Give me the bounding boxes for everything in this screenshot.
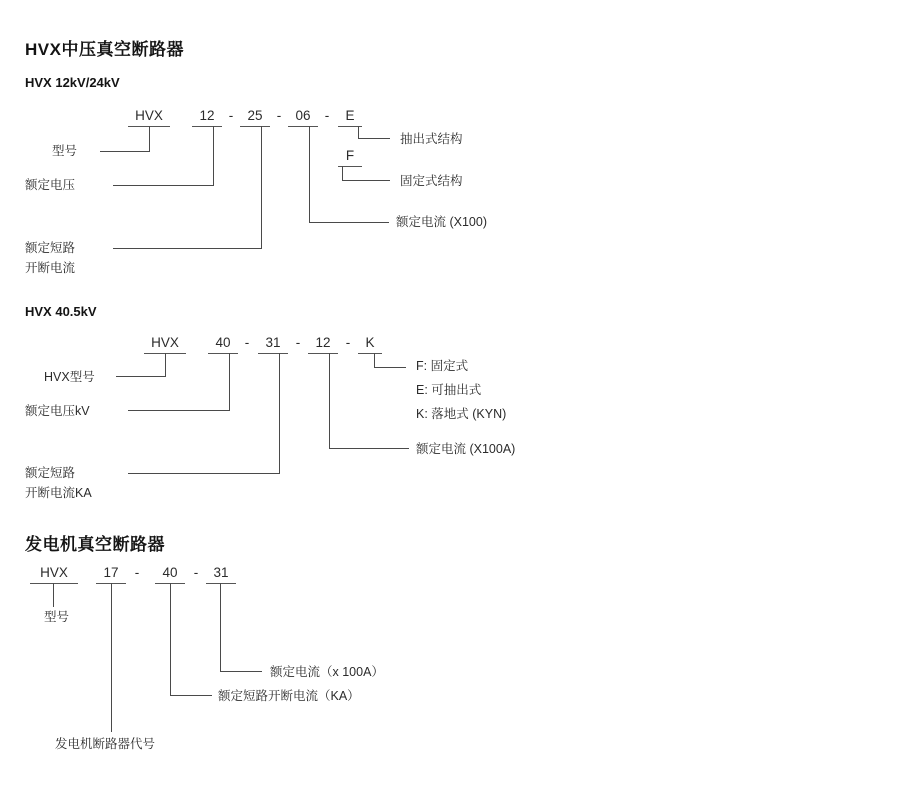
code-part-voltage: 12 (199, 108, 215, 123)
code-part-hvx: HVX (135, 108, 163, 123)
leader2-v-voltage (229, 353, 230, 410)
section-title-generator-vcb: 发电机真空断路器 (25, 535, 165, 554)
code2-part-rated-current: 12 (315, 335, 331, 350)
underline2-current (308, 353, 338, 354)
label-withdrawable-structure: 抽出式结构 (400, 132, 463, 146)
label2-structure-k: K: 落地式 (KYN) (416, 407, 507, 421)
leader3-h-rated-current (220, 671, 262, 672)
leader2-v-breaking (279, 353, 280, 473)
leader-v-model (149, 126, 150, 151)
underline-voltage (192, 126, 222, 127)
code3-separator-2: - (193, 565, 199, 580)
code2-separator-3: - (345, 335, 351, 350)
code-part-rated-current: 06 (295, 108, 311, 123)
leader2-h-rated-current (329, 448, 409, 449)
leader-v-fixed (342, 166, 343, 180)
leader2-v-rated-current (329, 353, 330, 448)
code2-separator-1: - (244, 335, 250, 350)
label-fixed-structure: 固定式结构 (400, 174, 463, 188)
label2-breaking-current-line2: 开断电流KA (25, 486, 92, 500)
leader2-h-model (116, 376, 166, 377)
label3-breaking-current: 额定短路开断电流（KA） (218, 689, 360, 703)
label2-rated-voltage: 额定电压kV (25, 404, 90, 418)
underline2-breaking (258, 353, 288, 354)
label2-breaking-current-line1: 额定短路 (25, 466, 76, 480)
code-part-breaking-current: 25 (247, 108, 263, 123)
leader3-v-generator-code (111, 583, 112, 732)
code-part-structure-e: E (345, 108, 355, 123)
label-breaking-current-line1: 额定短路 (25, 241, 76, 255)
label2-structure-f: F: 固定式 (416, 359, 469, 373)
code2-part-voltage: 40 (215, 335, 231, 350)
code3-part-breaking-current: 40 (162, 565, 178, 580)
leader3-v-rated-current (220, 583, 221, 671)
leader2-h-breaking (128, 473, 280, 474)
underline2-voltage (208, 353, 238, 354)
underline3-hvx (30, 583, 78, 584)
label3-generator-code: 发电机断路器代号 (55, 737, 156, 751)
label-rated-current: 额定电流 (X100) (396, 215, 487, 229)
underline-breaking (240, 126, 270, 127)
code2-part-structure-k: K (365, 335, 375, 350)
leader3-v-breaking (170, 583, 171, 695)
label2-hvx-model: HVX型号 (44, 370, 95, 384)
underline3-current (206, 583, 236, 584)
section-subtitle-hvx-12kv-24kv: HVX 12kV/24kV (25, 75, 120, 90)
code2-part-hvx: HVX (151, 335, 179, 350)
label2-rated-current: 额定电流 (X100A) (416, 442, 516, 456)
leader-v-breaking (261, 126, 262, 248)
code2-separator-2: - (295, 335, 301, 350)
code3-part-rated-current: 31 (213, 565, 229, 580)
leader-v-rated-current (309, 126, 310, 222)
label-rated-voltage: 额定电压 (25, 178, 76, 192)
underline2-structure (358, 353, 382, 354)
leader-h-rated-current (309, 222, 389, 223)
label-model: 型号 (52, 144, 78, 158)
leader-h-voltage (113, 185, 214, 186)
label-breaking-current-line2: 开断电流 (25, 261, 76, 275)
code3-part-hvx: HVX (40, 565, 68, 580)
code3-part-generator-code: 17 (103, 565, 119, 580)
section-title-hvx-mv: HVX中压真空断路器 (25, 40, 184, 59)
leader2-h-structure (374, 367, 406, 368)
leader2-h-voltage (128, 410, 230, 411)
code2-part-breaking-current: 31 (265, 335, 281, 350)
label3-model: 型号 (44, 610, 70, 624)
code-separator-1: - (228, 108, 234, 123)
underline-current (288, 126, 318, 127)
leader2-v-structure (374, 353, 375, 367)
code3-separator-1: - (134, 565, 140, 580)
section-subtitle-hvx-405kv: HVX 40.5kV (25, 304, 97, 319)
leader-v-withdrawable (358, 126, 359, 138)
leader-h-breaking (113, 248, 262, 249)
label3-rated-current: 额定电流（x 100A） (270, 665, 384, 679)
leader-h-fixed (342, 180, 390, 181)
leader3-h-breaking (170, 695, 212, 696)
leader3-v-model (53, 583, 54, 607)
leader-h-withdrawable (358, 138, 390, 139)
code-part-structure-f: F (345, 148, 355, 163)
code-separator-2: - (276, 108, 282, 123)
leader-h-model (100, 151, 150, 152)
leader2-v-model (165, 353, 166, 376)
leader-v-voltage (213, 126, 214, 185)
code-separator-3: - (324, 108, 330, 123)
label2-structure-e: E: 可抽出式 (416, 383, 482, 397)
